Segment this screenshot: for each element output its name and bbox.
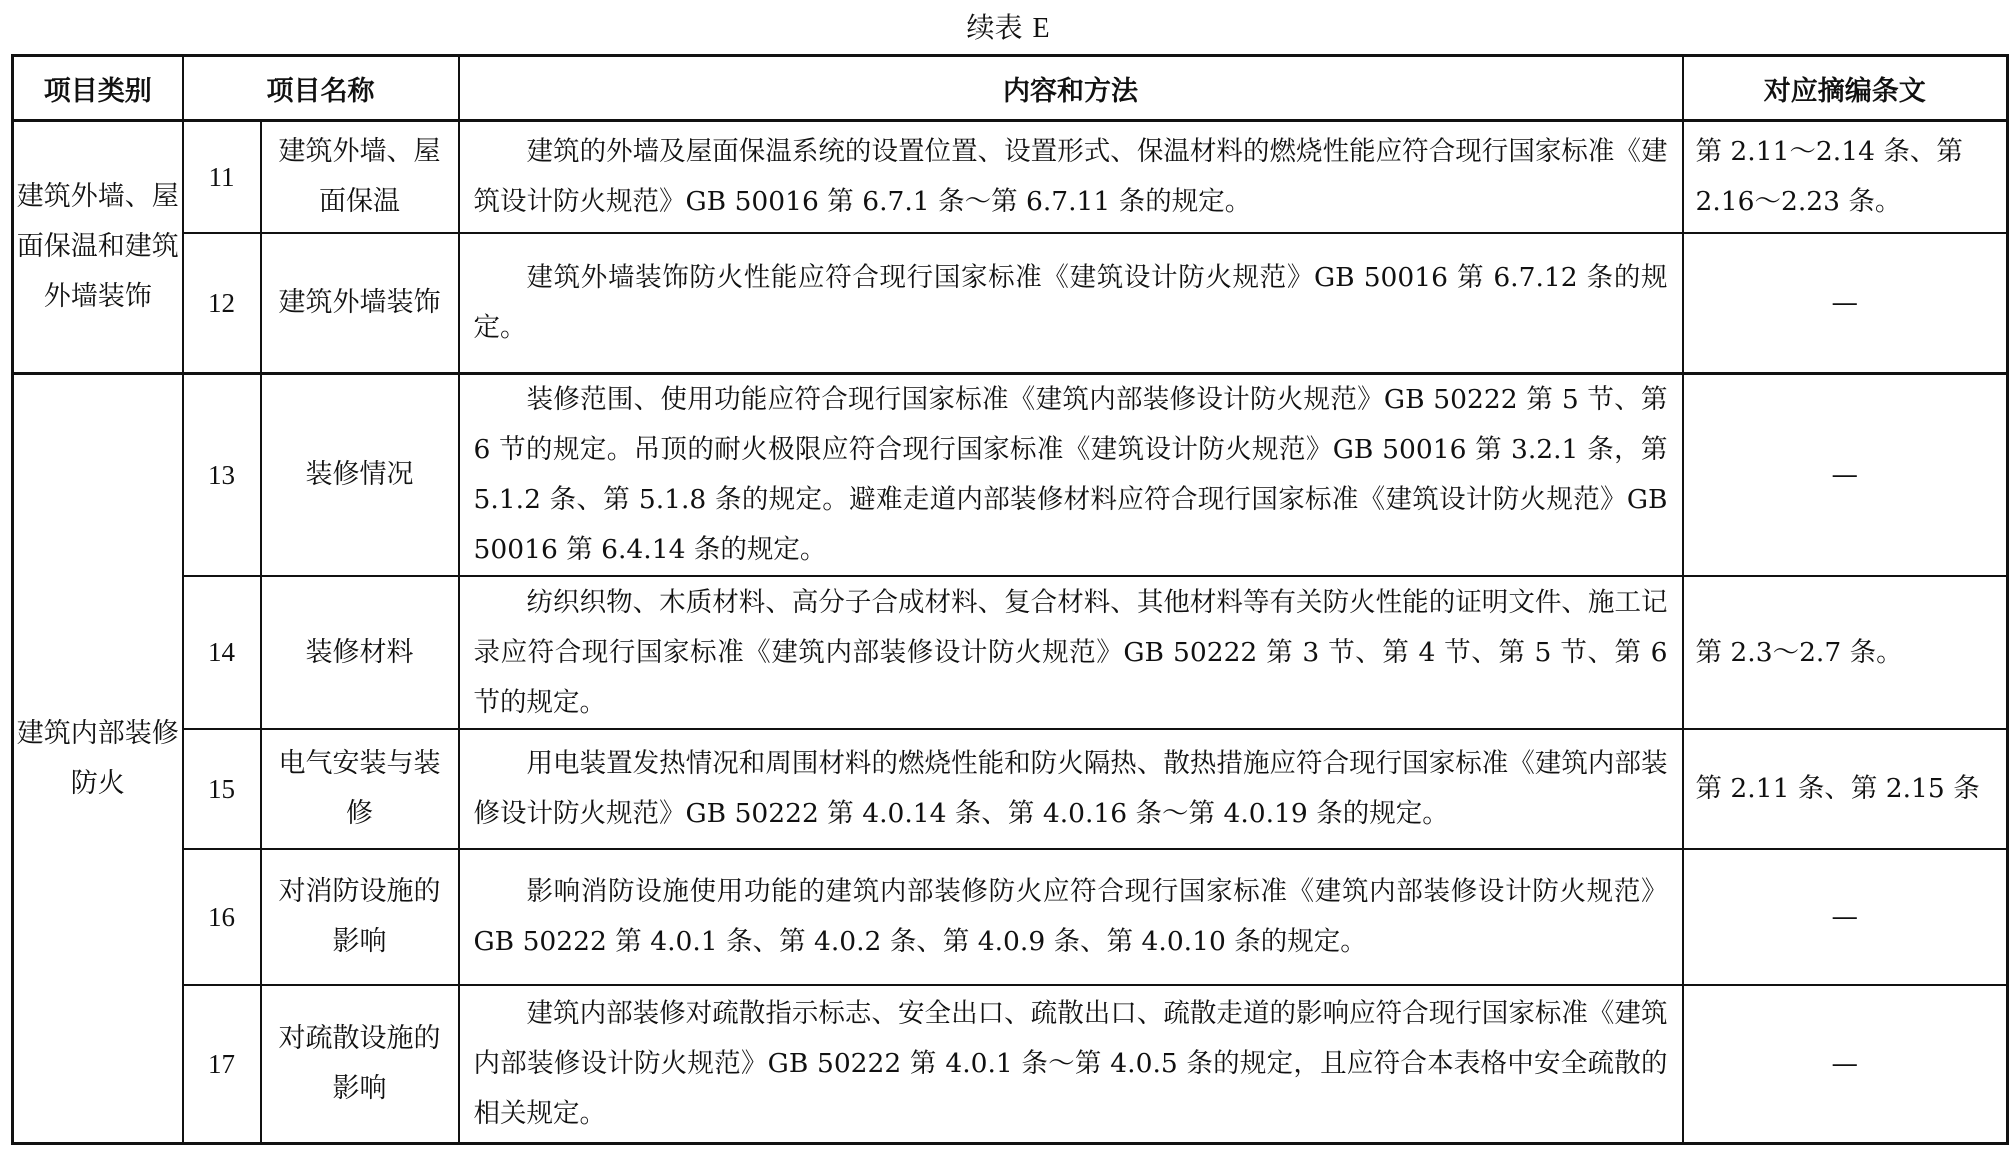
item-content [459,233,1683,374]
item-name: 对消防设施的影响 [261,849,459,985]
item-reference: — [1683,985,2008,1144]
item-reference: 第 2.11～2.14 条、第 2.16～2.23 条。 [1683,121,2008,234]
header-reference: 对应摘编条文 [1683,56,2008,121]
inspection-table [11,54,2009,1145]
item-number: 13 [183,374,261,577]
content-text: 纺织织物、木质材料、高分子合成材料、复合材料、其他材料等有关防火性能的证明文件、施工记录应符合现行国家标准《建筑内部装修设计防火规范》GB 50222 第 3 节、第 4 节、第 5 节、第 6 节的规定。 [473,586,1668,718]
caption-prefix: 续表 [966,11,1023,44]
item-number: 15 [183,729,261,849]
item-name: 装修情况 [261,374,459,577]
item-content [459,849,1683,985]
content-text: 建筑内部装修对疏散指示标志、安全出口、疏散出口、疏散走道的影响应符合现行国家标准《建筑内部装修设计防火规范》GB 50222 第 4.0.1 条～第 4.0.5 条的规定，且应符合本表格中安全疏散的相关规定。 [473,998,1668,1129]
item-content [459,576,1683,729]
item-reference: — [1683,849,2008,985]
item-number: 12 [183,233,261,374]
header-row [13,56,2008,121]
item-name: 建筑外墙、屋面保温 [261,121,459,234]
content-text: 建筑外墙装饰防火性能应符合现行国家标准《建筑设计防火规范》GB 50016 第 6.7.12 条的规定。 [473,262,1668,343]
item-name: 对疏散设施的影响 [261,985,459,1144]
item-number: 14 [183,576,261,729]
item-name: 电气安装与装修 [261,729,459,849]
item-number: 11 [183,121,261,234]
table-row [13,374,2008,577]
item-reference: — [1683,233,2008,374]
header-category: 项目类别 [13,56,183,121]
caption-letter: E [1032,13,1050,44]
content-text: 影响消防设施使用功能的建筑内部装修防火应符合现行国家标准《建筑内部装修设计防火规范》GB 50222 第 4.0.1 条、第 4.0.2 条、第 4.0.9 条、第 4.0.10 条的规定。 [473,876,1668,957]
item-content [459,121,1683,234]
category-cell: 建筑外墙、屋面保温和建筑外墙装饰 [13,121,183,374]
category-cell: 建筑内部装修防火 [13,374,183,1144]
content-text: 装修范围、使用功能应符合现行国家标准《建筑内部装修设计防火规范》GB 50222 第 5 节、第 6 节的规定。吊顶的耐火极限应符合现行国家标准《建筑设计防火规范》GB 50016 第 3.2.1 条，第 5.1.2 条、第 5.1.8 条的规定。避难走道内部装修材料应符合现行国家标准《建筑设计防火规范》GB 50016 第 6.4.14 条的规定。 [473,384,1668,565]
table-row [13,849,2008,985]
header-name: 项目名称 [183,56,459,121]
item-number: 17 [183,985,261,1144]
content-text: 建筑的外墙及屋面保温系统的设置位置、设置形式、保温材料的燃烧性能应符合现行国家标准《建筑设计防火规范》GB 50016 第 6.7.1 条～第 6.7.11 条的规定。 [473,136,1668,217]
table-row [13,985,2008,1144]
item-reference: 第 2.11 条、第 2.15 条 [1683,729,2008,849]
item-content [459,985,1683,1144]
content-text: 用电装置发热情况和周围材料的燃烧性能和防火隔热、散热措施应符合现行国家标准《建筑内部装修设计防火规范》GB 50222 第 4.0.14 条、第 4.0.16 条～第 4.0.19 条的规定。 [473,748,1668,829]
item-name: 装修材料 [261,576,459,729]
item-reference: — [1683,374,2008,577]
item-name: 建筑外墙装饰 [261,233,459,374]
table-caption [0,8,2016,49]
item-reference: 第 2.3～2.7 条。 [1683,576,2008,729]
table-row [13,729,2008,849]
item-number: 16 [183,849,261,985]
item-content [459,729,1683,849]
header-content: 内容和方法 [459,56,1683,121]
table-row [13,233,2008,374]
table-row [13,576,2008,729]
item-content [459,374,1683,577]
table-row [13,121,2008,234]
